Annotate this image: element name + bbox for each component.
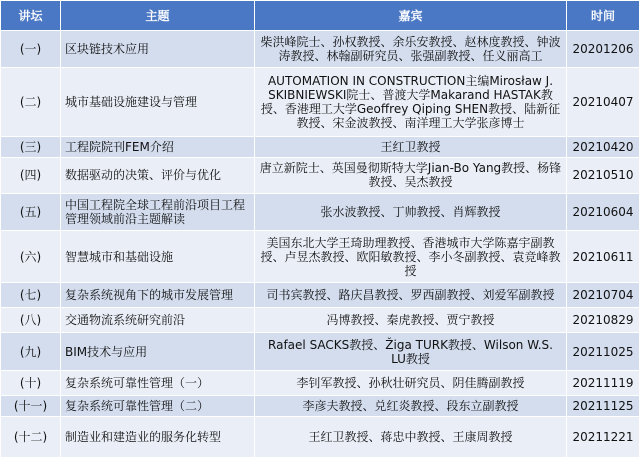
table-row [1, 67, 639, 136]
guests-cell: 张水波教授、丁帅教授、肖辉教授 [255, 194, 567, 231]
topic-cell: 中国工程院全球工程前沿项目工程管理领域前沿主题解读 [61, 194, 255, 231]
date-cell: 20211221 [567, 417, 639, 458]
forum-index: (九) [1, 333, 61, 371]
topic-cell: 城市基础设施建设与管理 [61, 67, 255, 136]
table-row [1, 283, 639, 308]
forum-index: (七) [1, 283, 61, 308]
topic-cell: 数据驱动的决策、评价与优化 [61, 157, 255, 194]
topic-cell: 复杂系统可靠性管理（二） [61, 396, 255, 417]
header-time: 时间 [567, 1, 639, 31]
guests-cell: 李钊军教授、孙秋壮研究员、阴佳腾副教授 [255, 371, 567, 396]
topic-cell: 交通物流系统研究前沿 [61, 308, 255, 333]
guests-cell: AUTOMATION IN CONSTRUCTION主编Mirosław J. SKIBNIEWSKI院士、普渡大学Makarand HASTAK教授、香港理工大学Geoffrey Qiping SHEN教授、陆新征教授、宋金波教授、南洋理工大学张彦博士 [255, 67, 567, 136]
forum-index: (十) [1, 371, 61, 396]
forum-index: (一) [1, 31, 61, 68]
table-row [1, 417, 639, 458]
table-row [1, 371, 639, 396]
guests-cell: 冯博教授、秦虎教授、贾宁教授 [255, 308, 567, 333]
date-cell: 20210510 [567, 157, 639, 194]
date-cell: 20211025 [567, 333, 639, 371]
guests-cell: Rafael SACKS教授、Žiga TURK教授、Wilson W.S. LU教授 [255, 333, 567, 371]
forum-index: (四) [1, 157, 61, 194]
date-cell: 20210704 [567, 283, 639, 308]
guests-cell: 司书宾教授、路庆昌教授、罗西副教授、刘爱军副教授 [255, 283, 567, 308]
date-cell: 20210611 [567, 230, 639, 282]
table-row [1, 31, 639, 68]
forum-index: (二) [1, 67, 61, 136]
header-guests: 嘉宾 [255, 1, 567, 31]
topic-cell: 工程院院刊FEM介绍 [61, 136, 255, 157]
guests-cell: 柴洪峰院士、孙权教授、余乐安教授、赵林度教授、钟波涛教授、林翰副研究员、张强副教授、任义丽高工 [255, 31, 567, 68]
guests-cell: 唐立新院士、英国曼彻斯特大学Jian-Bo Yang教授、杨锋教授、吴杰教授 [255, 157, 567, 194]
topic-cell: 复杂系统视角下的城市发展管理 [61, 283, 255, 308]
table-row [1, 157, 639, 194]
topic-cell: 区块链技术应用 [61, 31, 255, 68]
table-header-row [1, 1, 639, 31]
table-row [1, 396, 639, 417]
forum-index: (八) [1, 308, 61, 333]
guests-cell: 王红卫教授 [255, 136, 567, 157]
date-cell: 20210407 [567, 67, 639, 136]
header-forum: 讲坛 [1, 1, 61, 31]
date-cell: 20210604 [567, 194, 639, 231]
forum-index: (十一) [1, 396, 61, 417]
topic-cell: 复杂系统可靠性管理（一） [61, 371, 255, 396]
header-topic: 主题 [61, 1, 255, 31]
topic-cell: 智慧城市和基础设施 [61, 230, 255, 282]
table-row [1, 230, 639, 282]
date-cell: 20211125 [567, 396, 639, 417]
topic-cell: 制造业和建造业的服务化转型 [61, 417, 255, 458]
date-cell: 20210420 [567, 136, 639, 157]
table-row [1, 194, 639, 231]
forum-index: (六) [1, 230, 61, 282]
forum-index: (五) [1, 194, 61, 231]
forum-index: (三) [1, 136, 61, 157]
guests-cell: 王红卫教授、蒋忠中教授、王康周教授 [255, 417, 567, 458]
guests-cell: 美国东北大学王琦助理教授、香港城市大学陈嘉宇副教授、卢昱杰教授、欧阳敏教授、李小冬副教授、袁竞峰教授 [255, 230, 567, 282]
table-row [1, 308, 639, 333]
date-cell: 20201206 [567, 31, 639, 68]
guests-cell: 李彦夫教授、兑红炎教授、段东立副教授 [255, 396, 567, 417]
forum-index: (十二) [1, 417, 61, 458]
table-row [1, 333, 639, 371]
topic-cell: BIM技术与应用 [61, 333, 255, 371]
table-row [1, 136, 639, 157]
date-cell: 20211119 [567, 371, 639, 396]
date-cell: 20210829 [567, 308, 639, 333]
